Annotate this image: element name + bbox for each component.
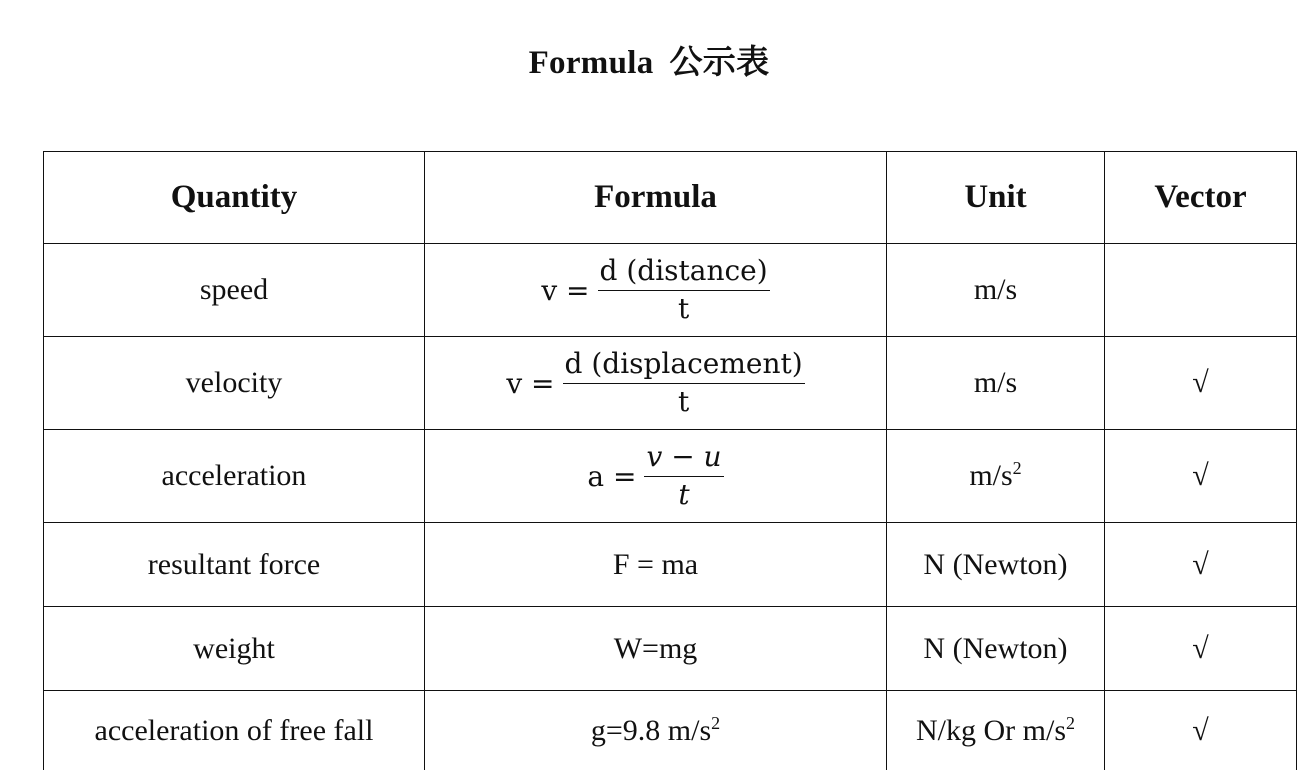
formula-denominator: t	[677, 291, 690, 325]
unit-base: N/kg Or m/s	[916, 714, 1066, 747]
unit-superscript: 2	[1066, 713, 1075, 733]
formula-numerator: v − u	[644, 440, 723, 477]
header-formula: Formula	[425, 152, 887, 244]
unit-superscript: 2	[1012, 458, 1022, 478]
formula-lhs: a =	[587, 459, 637, 493]
unit-base: m/s	[973, 273, 1018, 306]
unit-base: N (Newton)	[923, 547, 1068, 581]
title-chinese: 公示表	[669, 45, 770, 81]
formula-superscript: 2	[711, 713, 721, 733]
vector-check-icon: √	[1105, 607, 1297, 691]
quantity-cell: acceleration	[44, 430, 425, 523]
formula-text: F = ma	[612, 547, 699, 581]
quantity-cell: acceleration of free fall	[44, 691, 425, 770]
quantity-cell: velocity	[44, 337, 425, 430]
table-row	[44, 430, 1297, 523]
unit-cell	[887, 691, 1105, 770]
table-row	[44, 607, 1297, 691]
formula-cell	[425, 691, 887, 770]
quantity-cell: weight	[44, 607, 425, 691]
formula-fraction	[506, 347, 804, 420]
formula-cell	[425, 244, 887, 337]
table-header-row	[44, 152, 1297, 244]
vector-check-icon: √	[1105, 337, 1297, 430]
unit-cell	[887, 607, 1105, 691]
formula-cell	[425, 523, 887, 607]
unit-cell	[887, 523, 1105, 607]
formula-numerator: d (distance)	[598, 254, 770, 291]
formula-denominator: t	[677, 384, 690, 418]
formula-table	[43, 151, 1297, 770]
header-vector: Vector	[1105, 152, 1297, 244]
unit-base: N (Newton)	[923, 631, 1068, 665]
formula-fraction	[541, 254, 769, 327]
formula-text: g=9.8 m/s	[590, 714, 712, 747]
formula-lhs: v =	[541, 273, 590, 307]
formula-denominator: t	[678, 477, 690, 511]
table-row	[44, 523, 1297, 607]
formula-cell	[425, 430, 887, 523]
unit-base: m/s	[973, 366, 1018, 399]
title-english: Formula	[528, 45, 654, 81]
formula-cell	[425, 607, 887, 691]
vector-cell	[1105, 244, 1297, 337]
vector-check-icon: √	[1105, 691, 1297, 770]
table-row	[44, 244, 1297, 337]
formula-cell	[425, 337, 887, 430]
unit-base: m/s	[969, 459, 1013, 492]
header-quantity: Quantity	[44, 152, 425, 244]
vector-check-icon: √	[1105, 430, 1297, 523]
quantity-cell: speed	[44, 244, 425, 337]
formula-lhs: v =	[506, 366, 555, 400]
vector-check-icon: √	[1105, 523, 1297, 607]
table-row	[44, 337, 1297, 430]
formula-numerator: d (displacement)	[563, 347, 805, 384]
table-row	[44, 691, 1297, 770]
page-title	[0, 36, 1298, 83]
unit-cell	[887, 244, 1105, 337]
unit-cell	[887, 337, 1105, 430]
header-unit: Unit	[887, 152, 1105, 244]
quantity-cell: resultant force	[44, 523, 425, 607]
formula-fraction	[587, 440, 723, 513]
formula-text: W=mg	[613, 631, 698, 665]
unit-cell	[887, 430, 1105, 523]
